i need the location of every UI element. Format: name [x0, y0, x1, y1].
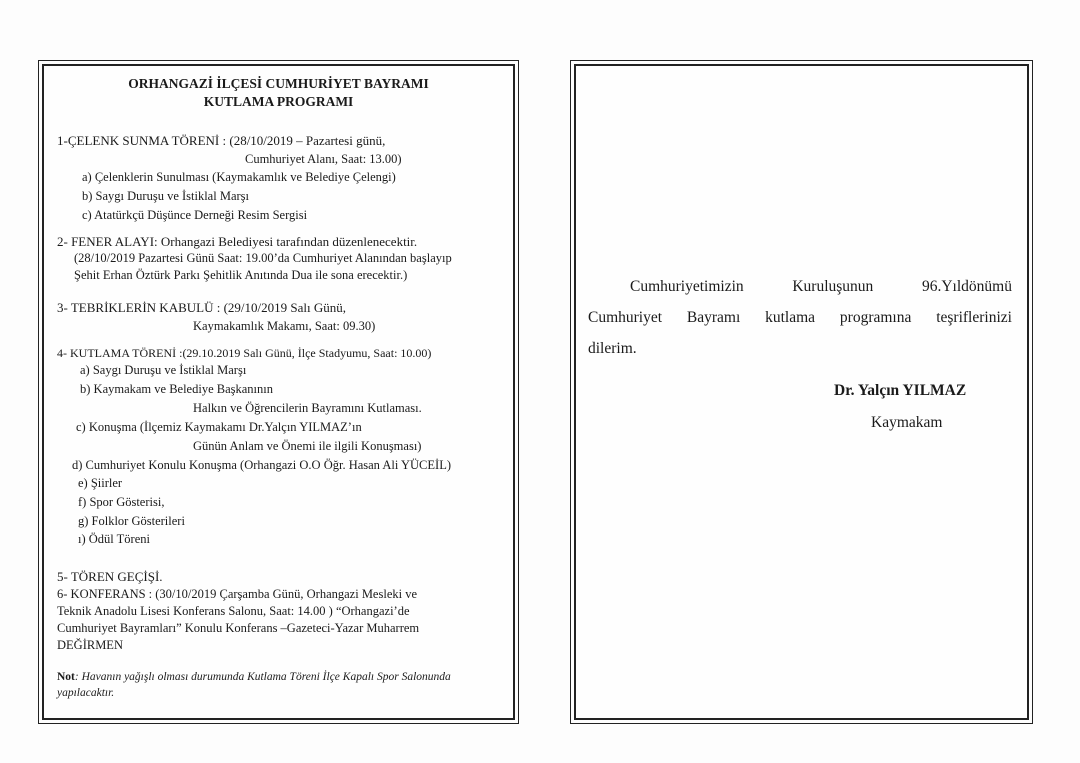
section3-heading-cont: Kaymakamlık Makamı, Saat: 09.30)	[193, 319, 376, 333]
section1-item-b: b) Saygı Duruşu ve İstiklal Marşı	[82, 189, 249, 203]
invitation-line3: dilerim.	[588, 340, 637, 357]
section4-item-a: a) Saygı Duruşu ve İstiklal Marşı	[80, 363, 247, 377]
invitation-word: Cumhuriyetimizin	[630, 278, 744, 295]
section2-line2: Şehit Erhan Öztürk Parkı Şehitlik Anıtında Dua ile sona erecektir.)	[74, 268, 408, 282]
section2-line1: (28/10/2019 Pazartesi Günü Saat: 19.00’da Cumhuriyet Alanından başlayıp	[74, 251, 452, 265]
section4-item-b: b) Kaymakam ve Belediye Başkanının	[80, 382, 273, 396]
invitation-line1	[630, 278, 1012, 296]
section4-item-e: e) Şiirler	[78, 476, 123, 490]
note-text: : Havanın yağışlı olması durumunda Kutlama Töreni İlçe Kapalı Spor Salonunda	[74, 671, 451, 683]
section4-item-i: ı) Ödül Töreni	[78, 532, 150, 546]
section4-heading: 4- KUTLAMA TÖRENİ :(29.10.2019 Salı Günü, İlçe Stadyumu, Saat: 10.00)	[57, 346, 432, 360]
section1-heading-cont: Cumhuriyet Alanı, Saat: 13.00)	[245, 152, 402, 166]
signature-name: Dr. Yalçın YILMAZ	[834, 382, 967, 399]
section6-line3: Cumhuriyet Bayramları” Konulu Konferans –Gazeteci-Yazar Muharrem	[57, 621, 420, 635]
invitation-word: programına	[839, 309, 912, 326]
invitation-word: kutlama	[765, 309, 816, 326]
invitation-word: 96.Yıldönümü	[921, 278, 1012, 295]
section4-item-g: g) Folklor Gösterileri	[78, 514, 185, 528]
invitation-word: Cumhuriyet	[588, 309, 663, 326]
note-label: Not	[57, 671, 75, 683]
program-title-line1: ORHANGAZİ İLÇESİ CUMHURİYET BAYRAMI	[128, 76, 429, 91]
signature-title: Kaymakam	[871, 414, 943, 431]
note-line1	[57, 670, 451, 685]
section4-item-f: f) Spor Gösterisi,	[78, 495, 165, 509]
section4-item-b-cont: Halkın ve Öğrencilerin Bayramını Kutlaması.	[193, 401, 422, 415]
section2-heading: 2- FENER ALAYI: Orhangazi Belediyesi tarafından düzenlenecektir.	[57, 234, 418, 249]
section6-line1: 6- KONFERANS : (30/10/2019 Çarşamba Günü, Orhangazi Mesleki ve	[57, 587, 418, 601]
invitation-line2	[588, 309, 1012, 327]
program-panel	[42, 64, 515, 720]
section1-item-a: a) Çelenklerin Sunulması (Kaymakamlık ve Belediye Çelengi)	[82, 170, 396, 184]
section6-line4: DEĞİRMEN	[57, 638, 123, 652]
section4-item-c: c) Konuşma (İlçemiz Kaymakamı Dr.Yalçın YILMAZ’ın	[76, 420, 362, 434]
section1-heading: 1-ÇELENK SUNMA TÖRENİ : (28/10/2019 – Pazartesi günü,	[57, 133, 386, 148]
program-title-line2: KUTLAMA PROGRAMI	[203, 94, 354, 109]
section6-line2: Teknik Anadolu Lisesi Konferans Salonu, Saat: 14.00 ) “Orhangazi’de	[57, 604, 410, 618]
section5-heading: 5- TÖREN GEÇİŞİ.	[57, 569, 163, 584]
invitation-word: Bayramı	[686, 309, 741, 326]
section4-item-c-cont: Günün Anlam ve Önemi ile ilgili Konuşması)	[193, 439, 422, 453]
note-line2: yapılacaktır.	[57, 687, 115, 699]
invitation-word: teşriflerinizi	[936, 309, 1012, 326]
section3-heading: 3- TEBRİKLERİN KABULÜ : (29/10/2019 Salı Günü,	[57, 300, 346, 315]
section4-item-d: d) Cumhuriyet Konulu Konuşma (Orhangazi O.O Öğr. Hasan Ali YÜCEİL)	[72, 458, 451, 472]
invitation-word: Kuruluşunun	[792, 278, 874, 295]
invitation-panel	[574, 64, 1029, 720]
section1-item-c: c) Atatürkçü Düşünce Derneği Resim Sergisi	[82, 208, 308, 222]
